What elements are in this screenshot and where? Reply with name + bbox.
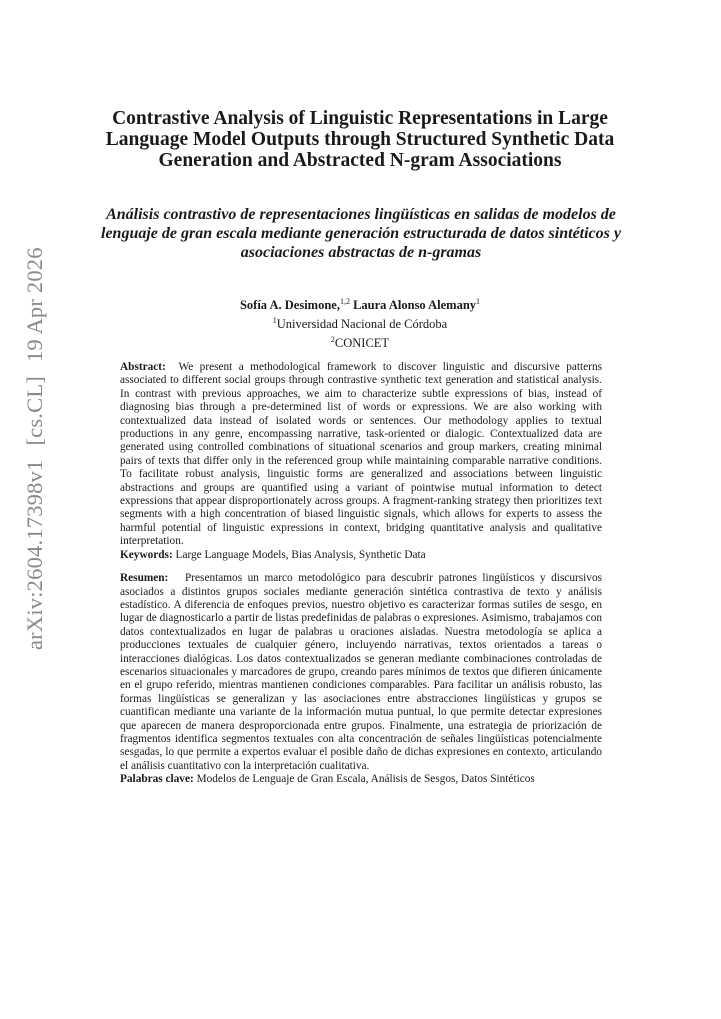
arxiv-date: 19 Apr 2026 (22, 247, 47, 363)
paper-title: Contrastive Analysis of Linguistic Representations in Large Language Model Outputs through Structured Synthetic Data Generation and Abstracted N-gram Associations (105, 108, 615, 171)
palabras-clave-line (120, 773, 602, 786)
abstract-label: Abstract: (120, 361, 166, 373)
abstract-text: We present a methodological framework to discover linguistic and discursive patterns associated to different social groups through contrastive synthetic text generation and statistical analysis. In contrast with previous approaches, we aim to characterize subtle expressions of bias, instead of diagnosing bias through a pre-determined list of words or expressions. We are also working with contextualized data instead of isolated words or sentences. Our methodology applies to textual productions in any genre, encompassing narrative, task-oriented or dialogic. Contextualized data are generated using controlled combinations of situational scenarios and group markers, creating minimal pairs of texts that differ only in the referenced group while maintaining comparable narrative conditions. To facilitate robust analysis, linguistic forms are generalized and associations between linguistic abstractions and groups are quantified using a variant of pointwise mutual information to detect expressions that appear disproportionately across groups. A fragment-ranking strategy then prioritizes text segments with a high concentration of biased linguistic signals, which allows for experts to assess the harmful potential of linguistic expressions in context, bridging quantitative analysis and qualitative interpretation. (120, 361, 602, 548)
resumen-label: Resumen: (120, 572, 169, 585)
resumen-text: Presentamos un marco metodológico para descubrir patrones lingüísticos y discursivos asociados a distintos grupos sociales mediante generación sintética contrastiva de texto y análisis estadístico. A diferencia de enfoques previos, nuestro objetivo es caracterizar formas sutiles de sesgo, en lugar de diagnosticarlo a partir de listas predefinidas de palabras o expresiones. Asimismo, trabajamos con datos contextualizados en lugar de palabras u oraciones aisladas. Nuestra metodología se aplica a producciones textuales de cualquier género, incluyendo narrativas, textos orientados a tareas o interacciones dialógicas. Los datos contextualizados se generan mediante combinaciones controladas de escenarios situacionales y marcadores de grupo, creando pares mínimos de textos que difieren únicamente en el grupo referido, mientras mantienen condiciones comparables. Para facilitar un análisis robusto, las formas lingüísticas se generalizan y las asociaciones entre abstracciones lingüísticas y grupos se cuantifican mediante una variante de la información mutua puntual, lo que permite detectar expresiones que aparecen de manera desproporcionada entre grupos. Finalmente, una estrategia de priorización de fragmentos identifica segmentos textuales con alta concentración de señales lingüísticas potencialmente sesgadas, lo que permite a expertos evaluar el posible daño de dichas expresiones en contexto, articulando el análisis cuantitativo con la interpretación cualitativa. (120, 572, 602, 772)
author-block (70, 294, 650, 351)
resumen-paragraph (120, 572, 602, 773)
arxiv-id: arXiv:2604.17398v1 (22, 459, 47, 650)
keywords-label: Keywords: (120, 548, 173, 561)
affiliation-2: $^2$CONICET (330, 335, 390, 350)
keywords-text: Large Language Models, Bias Analysis, Synthetic Data (175, 548, 426, 561)
arxiv-category: [cs.CL] (22, 376, 47, 446)
author-1-affiliation-mark: 1,2 (339, 297, 350, 306)
author-2-affiliation-mark: 1 (476, 297, 481, 306)
abstract-paragraph (120, 361, 602, 549)
author-2: Laura Alonso Alemany (353, 298, 477, 312)
paper-subtitle-spanish: Análisis contrastivo de representaciones lingüísticas en salidas de modelos de lenguaje de gran escala mediante generación estructurada de datos sintéticos y asociaciones abstractas de n-gramas (101, 206, 621, 261)
palabras-clave-label: Palabras clave: (120, 773, 194, 786)
arxiv-stamp (18, 247, 52, 650)
keywords-line (120, 549, 602, 562)
abstract-section (120, 361, 602, 787)
palabras-clave-text: Modelos de Lenguaje de Gran Escala, Análisis de Sesgos, Datos Sintéticos (196, 773, 535, 786)
author-names (70, 294, 650, 313)
author-1: Sofía A. Desimone, (239, 298, 340, 312)
affiliation-1: $^1$Universidad Nacional de Córdoba (272, 316, 448, 331)
